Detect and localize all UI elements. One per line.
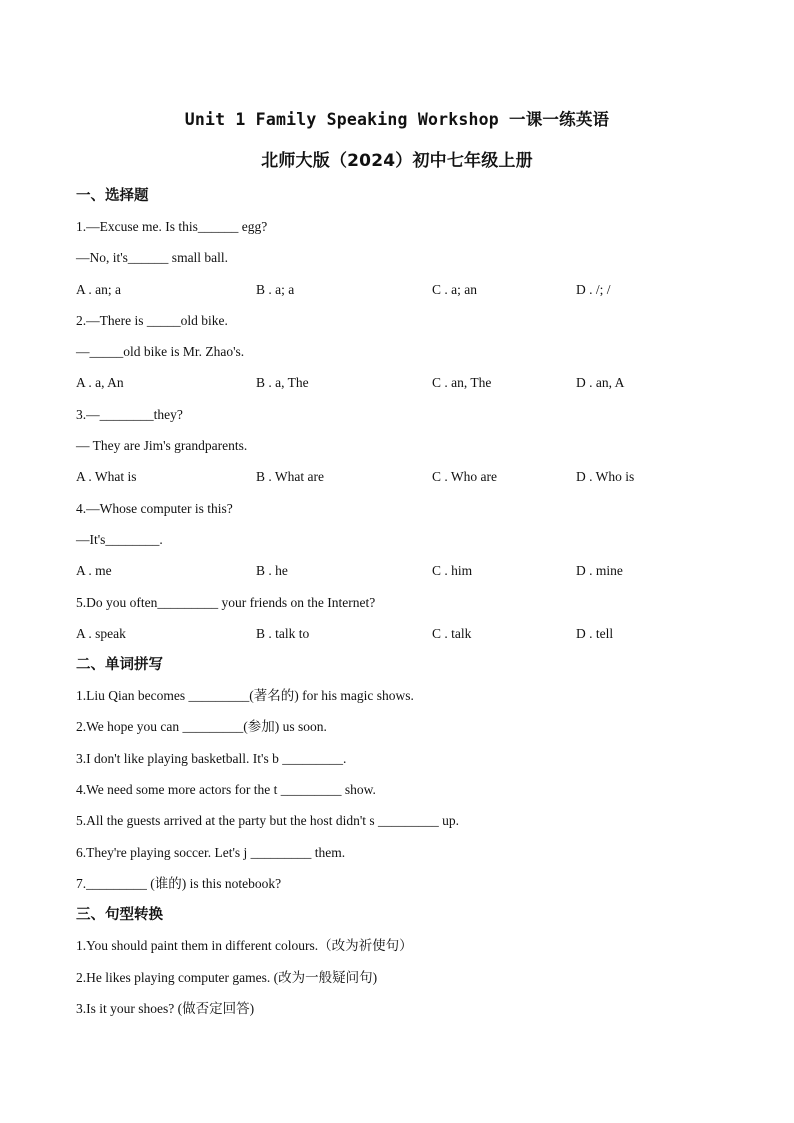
transformation-item: 3.Is it your shoes? (做否定回答) — [76, 1000, 255, 1016]
question-3 — [76, 403, 736, 497]
question-text: 1.—Excuse me. Is this______ egg? — [76, 219, 268, 234]
spelling-item: 4.We need some more actors for the t _________ show. — [76, 782, 376, 798]
option-b[interactable]: B . talk to — [256, 625, 310, 641]
transformation-item: 1.You should paint them in different colours.（改为祈使句） — [76, 938, 413, 954]
option-c[interactable]: C . him — [432, 563, 473, 579]
page-subtitle: 北师大版（2024）初中七年级上册 — [261, 151, 533, 171]
option-c[interactable]: C . Who are — [432, 469, 497, 485]
option-c[interactable]: C . an, The — [432, 375, 492, 391]
option-d[interactable]: D . Who is — [576, 469, 635, 485]
question-text: 2.—There is _____old bike. — [76, 312, 228, 328]
option-c[interactable]: C . talk — [432, 625, 472, 641]
option-d[interactable]: D . tell — [576, 625, 614, 641]
spelling-item: 1.Liu Qian becomes _________(著名的) for his magic shows. — [76, 688, 414, 704]
question-2 — [76, 309, 736, 403]
option-d[interactable]: D . /; / — [576, 281, 611, 297]
option-b[interactable]: B . he — [256, 563, 288, 579]
option-b[interactable]: B . a; a — [256, 281, 295, 297]
spelling-item: 6.They're playing soccer. Let's j _________ them. — [76, 844, 346, 860]
option-d[interactable]: D . mine — [576, 563, 623, 579]
answer-options — [76, 465, 736, 496]
section-heading-multiple-choice: 一、选择题 — [76, 188, 149, 204]
section-heading-word-spelling: 二、单词拼写 — [76, 657, 163, 674]
option-c[interactable]: C . a; an — [432, 281, 477, 297]
spelling-item: 2.We hope you can _________(参加) us soon. — [76, 719, 327, 735]
section-heading-sentence-transformation: 三、句型转换 — [76, 907, 163, 924]
option-a[interactable]: A . me — [76, 563, 112, 579]
question-text: 5.Do you often_________ your friends on the Internet? — [76, 594, 376, 610]
answer-options — [76, 622, 736, 653]
answer-options — [76, 278, 736, 309]
question-text: 3.—________they? — [76, 406, 183, 422]
worksheet-content — [76, 184, 736, 1028]
question-5 — [76, 591, 736, 654]
page-title: Unit 1 Family Speaking Workshop 一课一练英语 — [184, 110, 610, 129]
question-text: —It's________. — [76, 531, 163, 547]
spelling-item: 3.I don't like playing basketball. It's b _________. — [76, 750, 347, 766]
question-text: —No, it's______ small ball. — [76, 250, 229, 266]
answer-options — [76, 559, 736, 590]
spelling-item: 5.All the guests arrived at the party but the host didn't s _________ up. — [76, 813, 460, 829]
transformation-item: 2.He likes playing computer games. (改为一般疑问句) — [76, 969, 378, 985]
question-text: 4.—Whose computer is this? — [76, 500, 233, 516]
spelling-item: 7._________ (谁的) is this notebook? — [76, 875, 282, 891]
question-text: —_____old bike is Mr. Zhao's. — [76, 344, 245, 360]
option-b[interactable]: B . a, The — [256, 375, 309, 391]
question-text: — They are Jim's grandparents. — [76, 438, 248, 454]
option-a[interactable]: A . What is — [76, 469, 137, 485]
question-4 — [76, 497, 736, 591]
question-1 — [76, 215, 736, 309]
option-d[interactable]: D . an, A — [576, 375, 625, 391]
option-a[interactable]: A . speak — [76, 625, 126, 641]
option-a[interactable]: A . a, An — [76, 375, 124, 391]
option-a[interactable]: A . an; a — [76, 281, 121, 297]
answer-options — [76, 371, 736, 402]
option-b[interactable]: B . What are — [256, 469, 324, 485]
